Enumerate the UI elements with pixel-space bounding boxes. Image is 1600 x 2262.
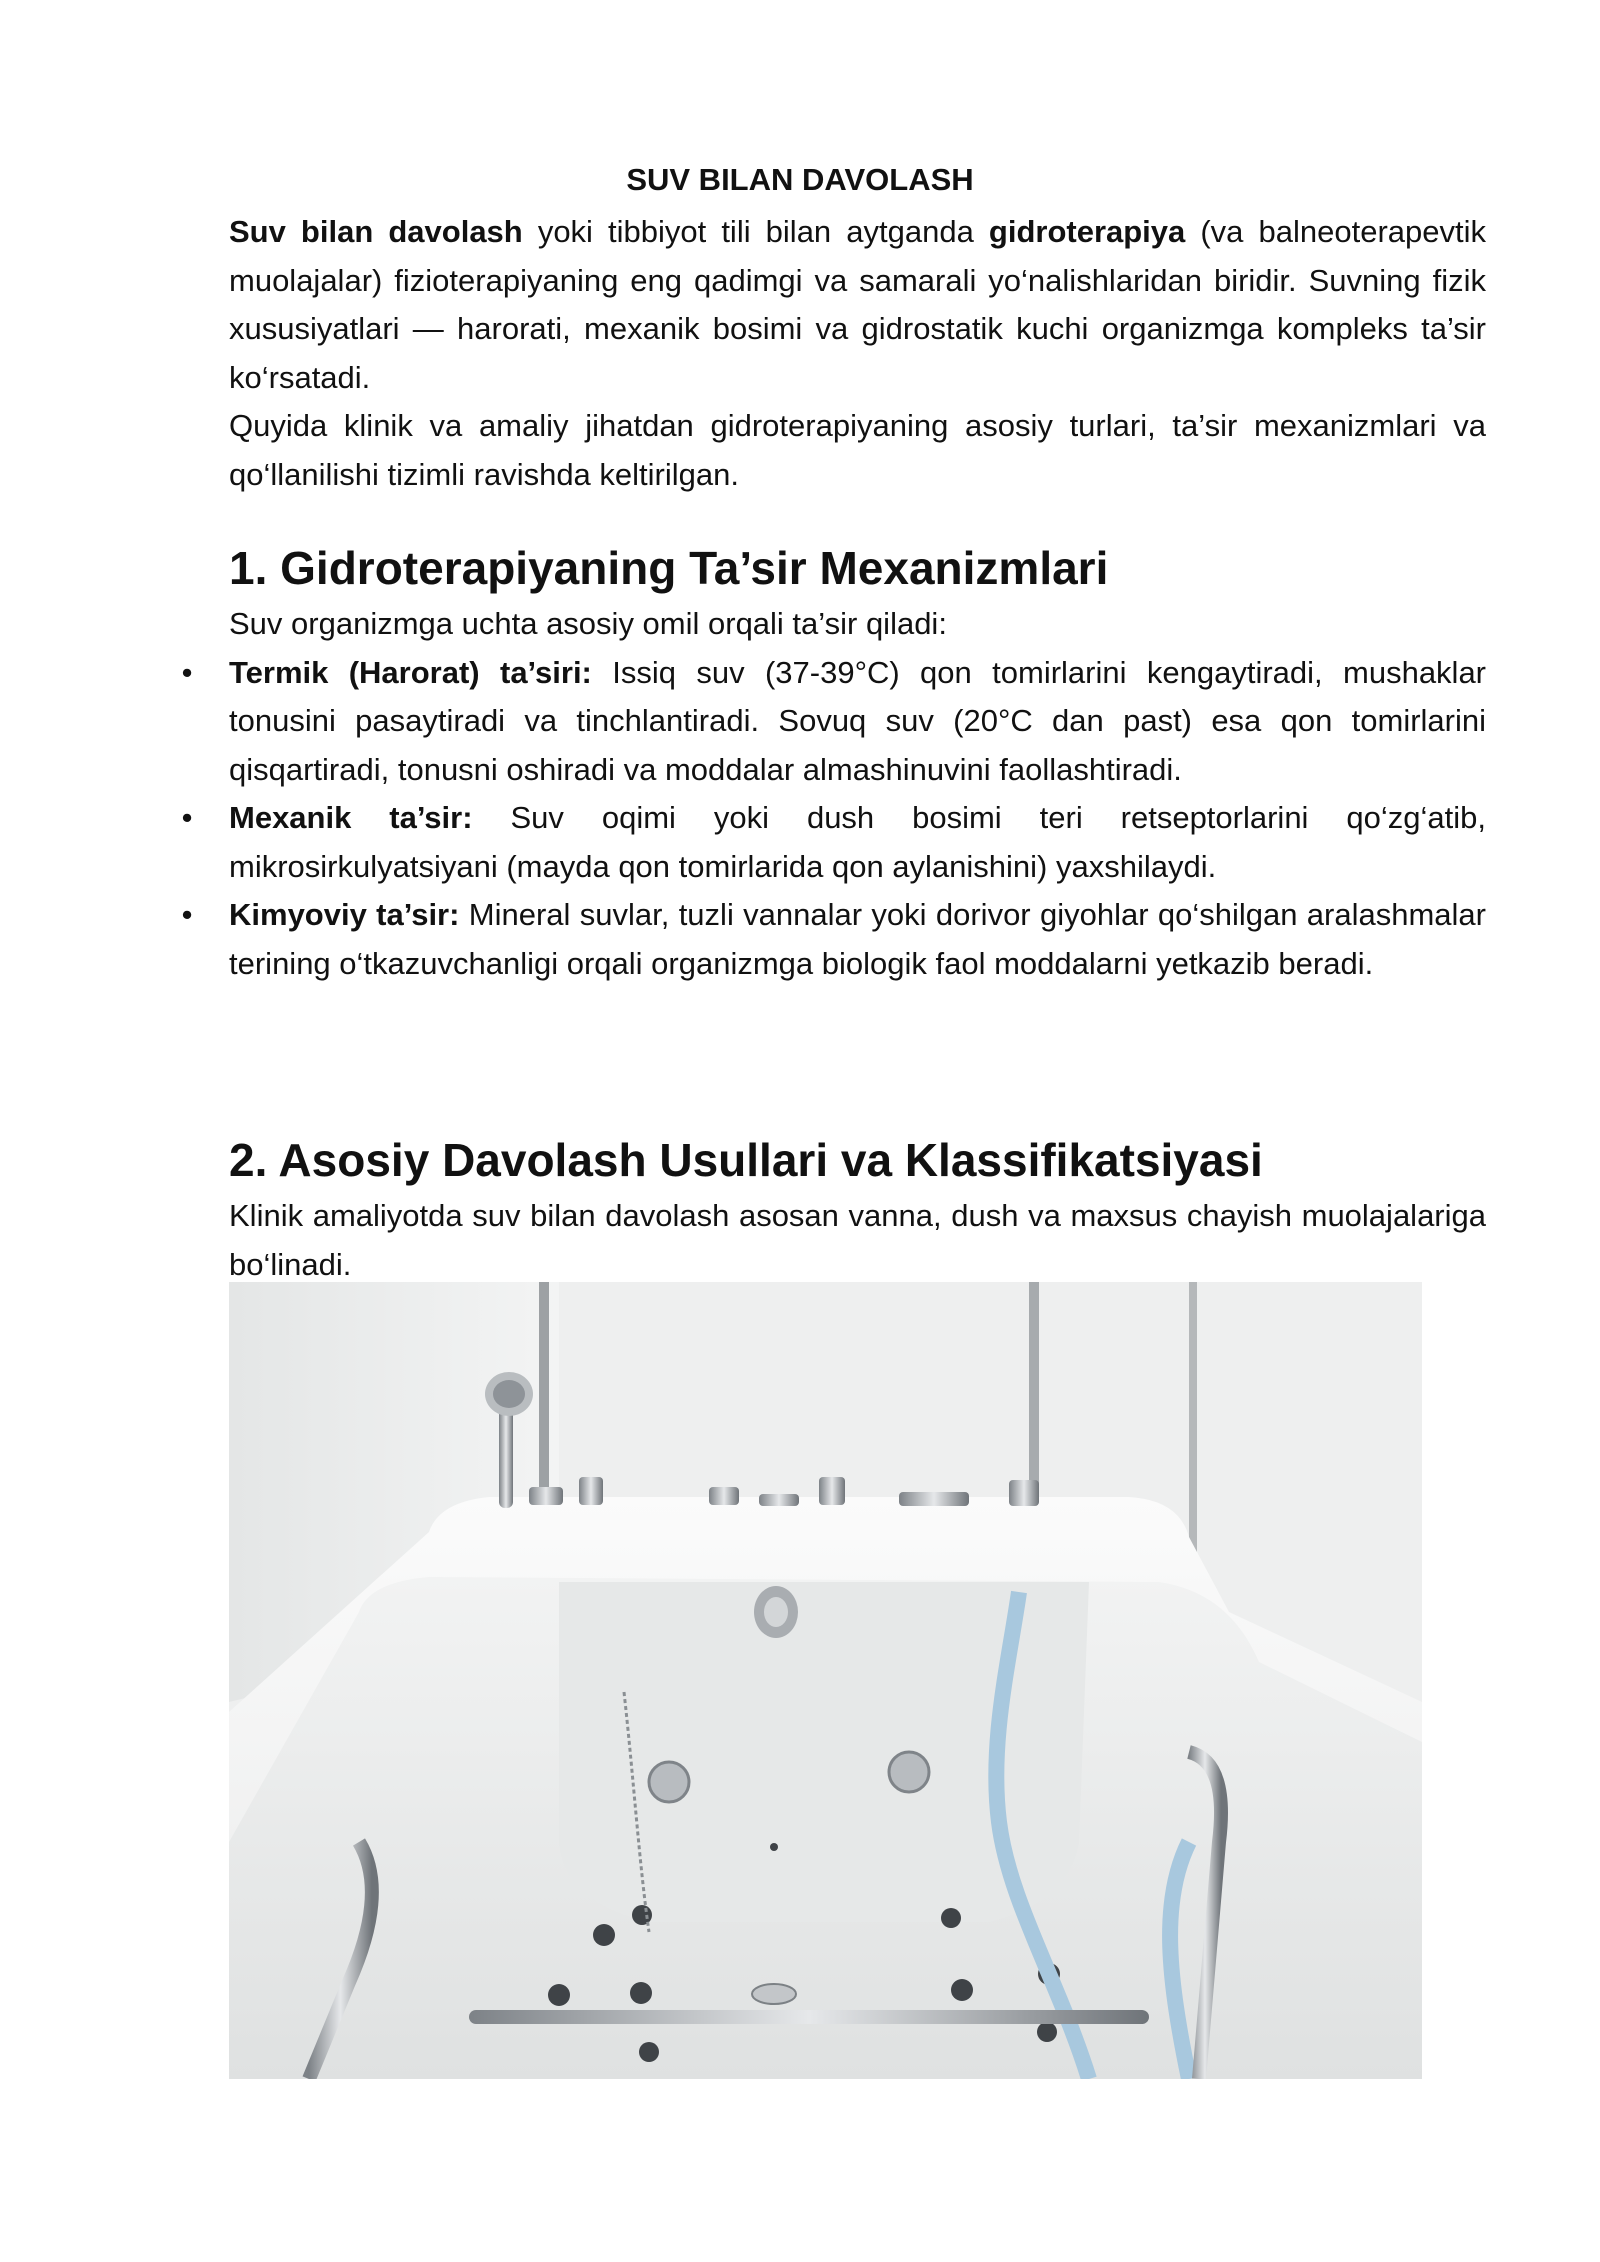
section-2-lead: Klinik amaliyotda suv bilan davolash asosan vanna, dush va maxsus chayish muolajalariga bo‘linadi.	[229, 1198, 1486, 1282]
section-2-heading: 2. Asosiy Davolash Usullari va Klassifikatsiyasi	[229, 1134, 1263, 1186]
section-2	[229, 1130, 1486, 1289]
section-1	[181, 538, 1487, 988]
list-item: • Termik (Harorat) ta’siri: Issiq suv (37-39°C) qon tomirlarini kengaytiradi, mushaklar tonusini pasaytiradi va tinchlantiradi. Sovuq suv (20°C dan past) esa qon tomirlarini qisqartiradi, tonusni oshiradi va moddalar almashinuvini faollashtiradi.	[229, 649, 1486, 795]
bold-term-gidroterapiya: gidroterapiya	[988, 214, 1186, 249]
intro-paragraph-1: Suv bilan davolash yoki tibbiyot tili bilan aytganda gidroterapiya (va balneoterapevtik muolajalar) fizioterapiyaning eng qadimgi va samarali yo‘nalishlaridan biridir. Suvning fizik xususiyatlari — harorati, mexanik bosimi va gidrostatik kuchi organizmga kompleks ta’sir ko‘rsatadi.	[229, 214, 1486, 395]
bold-term-suv-bilan-davolash: Suv bilan davolash	[229, 214, 523, 249]
bullet-icon: •	[181, 897, 193, 932]
hydrotherapy-bathtub-photo	[229, 1282, 1422, 2079]
intro-block	[229, 208, 1486, 499]
bullet-icon: •	[181, 654, 193, 690]
section-1-lead: Suv organizmga uchta asosiy omil orqali ta’sir qiladi:	[229, 606, 947, 641]
bullet-icon: •	[181, 800, 193, 835]
list-item: • Mexanik ta’sir: Suv oqimi yoki dush bosimi teri retseptorlarini qo‘zg‘atib, mikrosirkulyatsiyani (mayda qon tomirlarida qon aylanishini) yaxshilaydi.	[229, 794, 1486, 891]
section-1-heading: 1. Gidroterapiyaning Ta’sir Mexanizmlari	[229, 542, 1109, 594]
document-title: SUV BILAN DAVOLASH	[626, 162, 974, 197]
mechanism-list	[181, 649, 1487, 989]
list-item: • Kimyoviy ta’sir: Mineral suvlar, tuzli vannalar yoki dorivor giyohlar qo‘shilgan aralashmalar terining o‘tkazuvchanligi orqali organizmga biologik faol moddalarni yetkazib beradi.	[229, 891, 1486, 988]
intro-paragraph-2: Quyida klinik va amaliy jihatdan gidroterapiyaning asosiy turlari, ta’sir mexanizmlari va qo‘llanilishi tizimli ravishda keltirilgan.	[229, 408, 1486, 492]
